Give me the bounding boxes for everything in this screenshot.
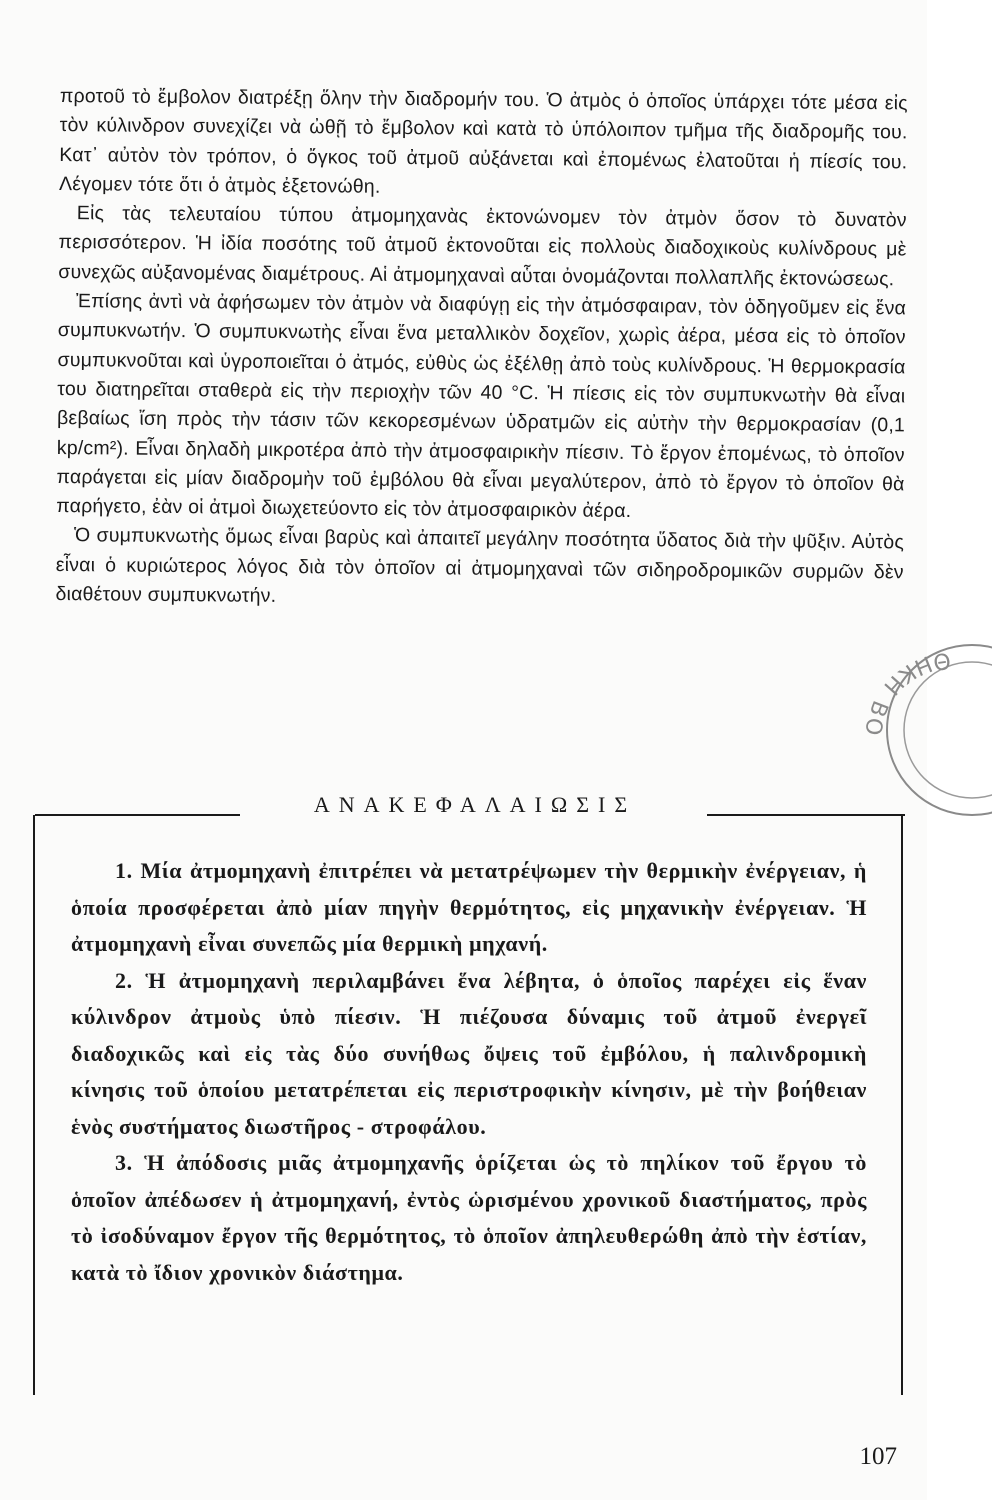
summary-list	[71, 853, 867, 1291]
summary-box	[33, 815, 903, 1395]
page-number: 107	[859, 1443, 897, 1470]
paragraph: προτοῦ τὸ ἔμβολον διατρέξῃ ὅλην τὴν διαδρομήν του. Ὁ ἀτμὸς ὁ ὁποῖος ὑπάρχει τότε μέσα εἰς τὸν κύλινδρον συνεχίζει νὰ ὠθῇ τὸ ἔμβολον καὶ κατὰ τὸ ὑπόλοιπον τμῆμα τῆς διαδρομῆς του. Κατ᾿ αὐτὸν τὸν τρόπον, ὁ ὄγκος τοῦ ἀτμοῦ αὐξάνεται καὶ ἐπομένως ἐλατοῦται ἡ πίεσίς του. Λέγομεν τότε ὅτι ὁ ἀτμὸς ἐξετονώθη.	[59, 84, 908, 198]
svg-text:ΘΗΚΗ ΒΟ	[859, 647, 952, 741]
summary-item: 3. Ἡ ἀπόδοσις μιᾶς ἀτμομηχανῆς ὁρίζεται ὡς τὸ πηλίκον τοῦ ἔργου τὸ ὁποῖον ἀπέδωσεν ἡ ἀτμομηχανή, ἐντὸς ὡρισμένου χρονικοῦ διαστήματος, πρὸς τὸ ἰσοδύναμον ἔργον τῆς θερμότητος, τὸ ὁποῖον ἀπηλευθερώθη ἀπὸ τὴν ἑστίαν, κατὰ τὸ ἴδιον χρονικὸν διάστημα.	[71, 1150, 867, 1285]
summary-item: 2. Ἡ ἀτμομηχανὴ περιλαμβάνει ἕνα λέβητα, ὁ ὁποῖος παρέχει εἰς ἕναν κύλινδρον ἀτμοὺς ὑπὸ πίεσιν. Ἡ πιέζουσα δύναμις τοῦ ἀτμοῦ ἐνεργεῖ διαδοχικῶς καὶ εἰς τὰς δύο συνήθως ὄψεις τοῦ ἐμβόλου, ἡ παλινδρομικὴ κίνησις τοῦ ὁποίου μετατρέπεται εἰς περιστροφικὴν κίνησιν, μὲ τὴν βοήθειαν ἑνὸς συστήματος διωστῆρος - στροφάλου.	[71, 967, 867, 1139]
summary-item: 1. Μία ἀτμομηχανὴ ἐπιτρέπει νὰ μετατρέψωμεν τὴν θερμικὴν ἐνέργειαν, ἡ ὁποία προσφέρεται ἀπὸ μίαν πηγὴν θερμότητος, εἰς μηχανικὴν ἐνέργειαν. Ἡ ἀτμομηχανὴ εἶναι συνεπῶς μία θερμικὴ μηχανή.	[71, 858, 867, 956]
library-stamp	[858, 640, 992, 840]
paragraph: Ἐπίσης ἀντὶ νὰ ἀφήσωμεν τὸν ἀτμὸν νὰ διαφύγῃ εἰς τὴν ἀτμόσφαιραν, τὸν ὁδηγοῦμεν εἰς ἕνα συμπυκνωτήν. Ὁ συμπυκνωτὴς εἶναι ἕνα μεταλλικὸν δοχεῖον, χωρὶς ἀέρα, μέσα εἰς τὸ ὁποῖον συμπυκνοῦται καὶ ὑγροποιεῖται ὁ ἀτμός, εὐθὺς ὡς ἐξέλθῃ ἀπὸ τοὺς κυλίνδρους. Ἡ θερμοκρασία του διατηρεῖται σταθερὰ εἰς τὴν περιοχὴν τῶν 40 °C. Ἡ πίεσις εἰς τὸν συμπυκνωτὴν θὰ εἶναι βεβαίως ἴση πρὸς τὴν τάσιν τῶν κεκορεσμένων ὑδρατμῶν εἰς αὐτὴν τὴν θερμοκρασίαν (0,1 kp/cm²). Εἶναι δηλαδὴ μικροτέρα ἀπὸ τὴν ἀτμοσφαιρικὴν πίεσιν. Τὸ ἔργον ἐπομένως, τὸ ὁποῖον παράγεται εἰς μίαν διαδρομὴν τοῦ ἐμβόλου θὰ εἶναι μεγαλύτερον, ἀπὸ τὸ ἔργον τὸ ὁποῖον θὰ παρήγετο, ἐὰν οἱ ἀτμοὶ διωχετεύοντο εἰς τὸν ἀτμοσφαιρικὸν ἀέρα.	[56, 290, 907, 523]
body-text	[55, 82, 908, 617]
stamp-text: ΘΗΚΗ ΒΟ	[858, 646, 953, 741]
paragraph: Εἰς τὰς τελευταίου τύπου ἀτμομηχανὰς ἐκτονώνομεν τὸν ἀτμὸν ὅσον τὸ δυνατὸν περισσότερον. Ἡ ἰδία ποσότης τοῦ ἀτμοῦ ἐκτονοῦται εἰς πολλοὺς διαδοχικοὺς κυλίνδρους μὲ συνεχῶς αὐξανομένας διαμέτρους. Αἱ ἀτμομηχαναὶ αὗται ὀνομάζονται πολλαπλῆς ἐκτονώσεως.	[58, 202, 907, 291]
paragraph: Ὁ συμπυκνωτὴς ὅμως εἶναι βαρὺς καὶ ἀπαιτεῖ μεγάλην ποσότητα ὕδατος διὰ τὴν ψῦξιν. Αὐτὸς εἶναι ὁ κυριώτερος λόγος διὰ τὸν ὁποῖον αἱ ἀτμομηχαναὶ τῶν σιδηροδρομικῶν συρμῶν δὲν διαθέτουν συμπυκνωτήν.	[55, 524, 905, 607]
summary-title: ΑΝΑΚΕΦΑΛΑΙΩΣΙΣ	[313, 792, 637, 817]
